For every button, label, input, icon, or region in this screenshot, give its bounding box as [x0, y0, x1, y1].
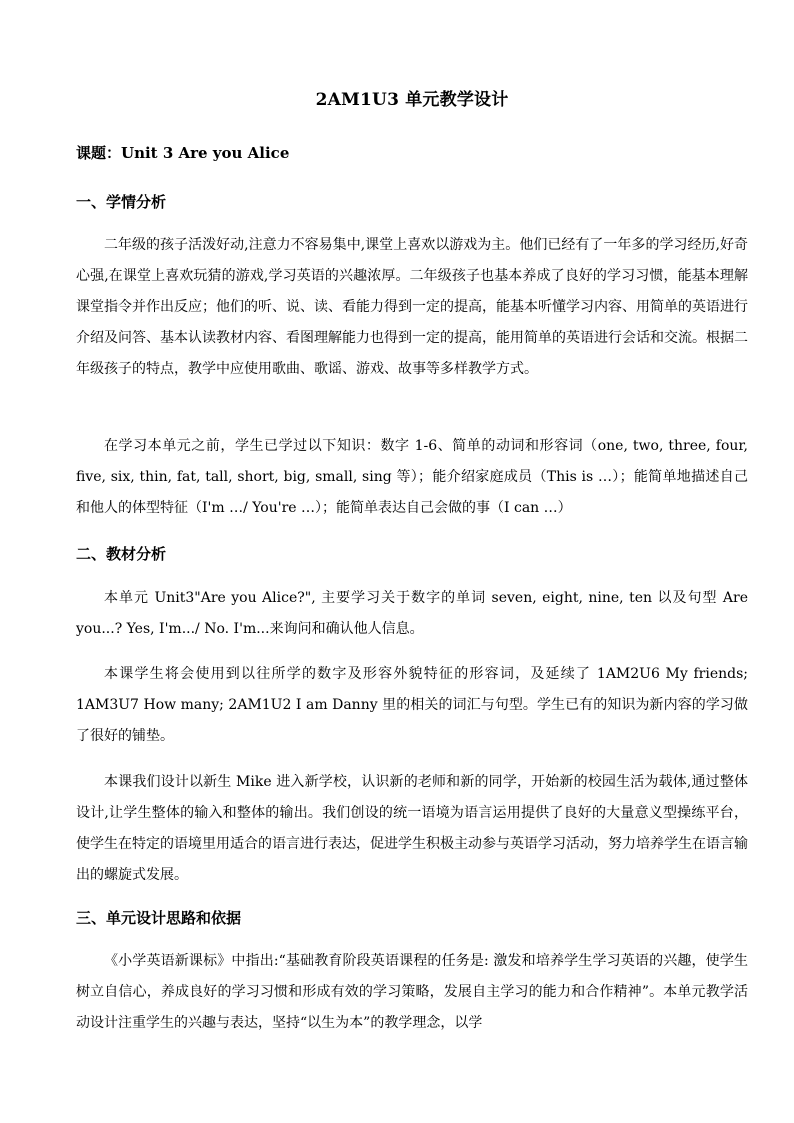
- document-title: 2AM1U3 单元教学设计: [315, 90, 509, 110]
- section-paragraph: 《小学英语新课标》中指出:“基础教育阶段英语课程的任务是: 激发和培养学生学习英语的兴趣，使学生树立自信心，养成良好的学习习惯和形成有效的学习策略，发展自主学习的能力和合作精神”。本单元教学活动设计注重学生的兴趣与表达，坚持“以生为本”的教学理念，以学: [76, 953, 748, 1031]
- section-paragraph: 二年级的孩子活泼好动,注意力不容易集中,课堂上喜欢以游戏为主。他们已经有了一年多的学习经历,好奇心强,在课堂上喜欢玩猜的游戏,学习英语的兴趣浓厚。二年级孩子也基本养成了良好的学习习惯，能基本理解课堂指令并作出反应；他们的听、说、读、看能力得到一定的提高，能基本听懂学习内容、用简单的英语进行介绍及问答、基本认读教材内容、看图理解能力也得到一定的提高，能用简单的英语进行会话和交流。根据二年级孩子的特点，教学中应使用歌曲、歌谣、游戏、故事等多样教学方式。: [76, 237, 748, 377]
- section-heading-learner-analysis: 一、学情分析: [76, 193, 167, 211]
- lesson-topic: 课题：Unit 3 Are you Alice: [76, 144, 290, 162]
- section-heading-design-rationale: 三、单元设计思路和依据: [76, 909, 242, 927]
- section-paragraph: 本课我们设计以新生 Mike 进入新学校，认识新的老师和新的同学，开始新的校园生活为载体,通过整体设计,让学生整体的输入和整体的输出。我们创设的统一语境为语言运用提供了良好的大量意义型操练平台，使学生在特定的语境里用适合的语言进行表达，促进学生积极主动参与英语学习活动，努力培养学生在语言输出的螺旋式发展。: [76, 774, 748, 883]
- section-heading-textbook-analysis: 二、教材分析: [76, 545, 167, 563]
- section-paragraph: 本课学生将会使用到以往所学的数字及形容外貌特征的形容词，及延续了 1AM2U6 My friends; 1AM3U7 How many; 2AM1U2 I am Danny 里的相关的词汇与句型。学生已有的知识为新内容的学习做了很好的铺垫。: [76, 666, 748, 744]
- section-paragraph: 本单元 Unit3"Are you Alice?", 主要学习关于数字的单词 seven, eight, nine, ten 以及句型 Are you...? Yes, I'm.../ No. I'm...来询问和确认他人信息。: [76, 590, 748, 637]
- section-paragraph: 在学习本单元之前，学生已学过以下知识：数字 1-6、简单的动词和形容词（one, two, three, four, five, six, thin, fat, tall, short, big, small, sing 等）；能介绍家庭成员（This is …）；能简单地描述自己和他人的体型特征（I'm …/ You're …）；能简单表达自己会做的事（I can …）: [76, 438, 748, 516]
